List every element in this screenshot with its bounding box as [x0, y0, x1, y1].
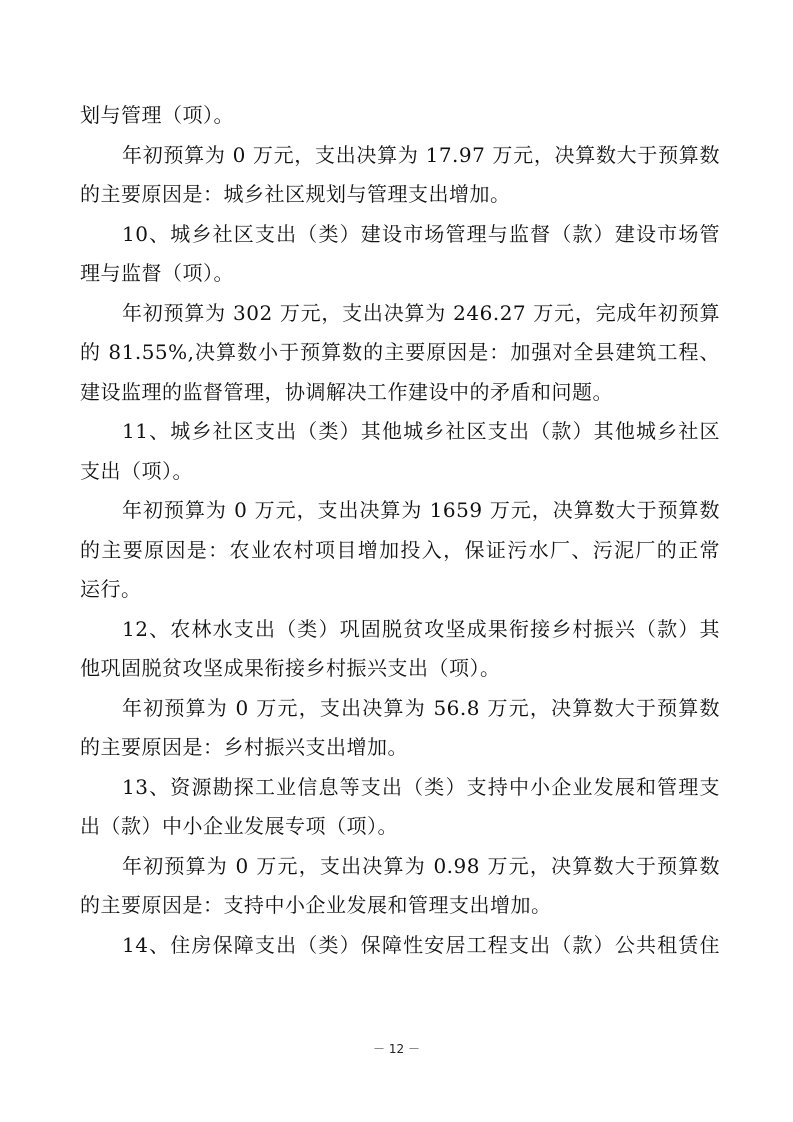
section-heading-line: 出（款）中小企业发展专项（项）。 — [80, 814, 398, 838]
section-heading-line: 14、住房保障支出（类）保障性安居工程支出（款）公共租赁住 — [122, 932, 720, 957]
text-line: 年初预算为 0 万元，支出决算为 1659 万元，决算数大于预算数 — [122, 498, 720, 522]
text-line: 的主要原因是：支持中小企业发展和管理支出增加。 — [80, 893, 552, 917]
document-body — [80, 96, 720, 965]
page-number: － 12 － — [373, 1042, 420, 1056]
text-line: 年初预算为 0 万元，支出决算为 56.8 万元，决算数大于预算数 — [122, 695, 720, 720]
section-heading-line: 13、资源勘探工业信息等支出（类）支持中小企业发展和管理支 — [122, 774, 720, 799]
text-line: 年初预算为 302 万元，支出决算为 246.27 万元，完成年初预算 — [122, 300, 720, 325]
text-line: 的主要原因是：农业农村项目增加投入，保证污水厂、污泥厂的正常 — [80, 537, 720, 562]
text-line: 年初预算为 0 万元，支出决算为 17.97 万元，决算数大于预算数 — [122, 142, 720, 167]
text-line: 的 81.55%,决算数小于预算数的主要原因是：加强对全县建筑工程、 — [80, 340, 720, 364]
section-heading-line: 11、城乡社区支出（类）其他城乡社区支出（款）其他城乡社区 — [122, 419, 720, 443]
text-line: 年初预算为 0 万元，支出决算为 0.98 万元，决算数大于预算数 — [122, 853, 720, 878]
section-heading-line: 10、城乡社区支出（类）建设市场管理与监督（款）建设市场管 — [122, 221, 720, 246]
section-heading-line: 他巩固脱贫攻坚成果衔接乡村振兴支出（项）。 — [80, 656, 501, 680]
text-line: 的主要原因是：乡村振兴支出增加。 — [80, 735, 408, 759]
text-line: 划与管理（项）。 — [80, 103, 234, 127]
section-heading-line: 理与监督（项）。 — [80, 261, 234, 285]
section-heading-line: 12、农林水支出（类）巩固脱贫攻坚成果衔接乡村振兴（款）其 — [122, 616, 720, 641]
text-line: 运行。 — [80, 577, 142, 601]
section-heading-line: 支出（项）。 — [80, 458, 193, 483]
text-line: 的主要原因是：城乡社区规划与管理支出增加。 — [80, 182, 511, 206]
text-line: 建设监理的监督管理，协调解决工作建设中的矛盾和问题。 — [80, 379, 613, 404]
